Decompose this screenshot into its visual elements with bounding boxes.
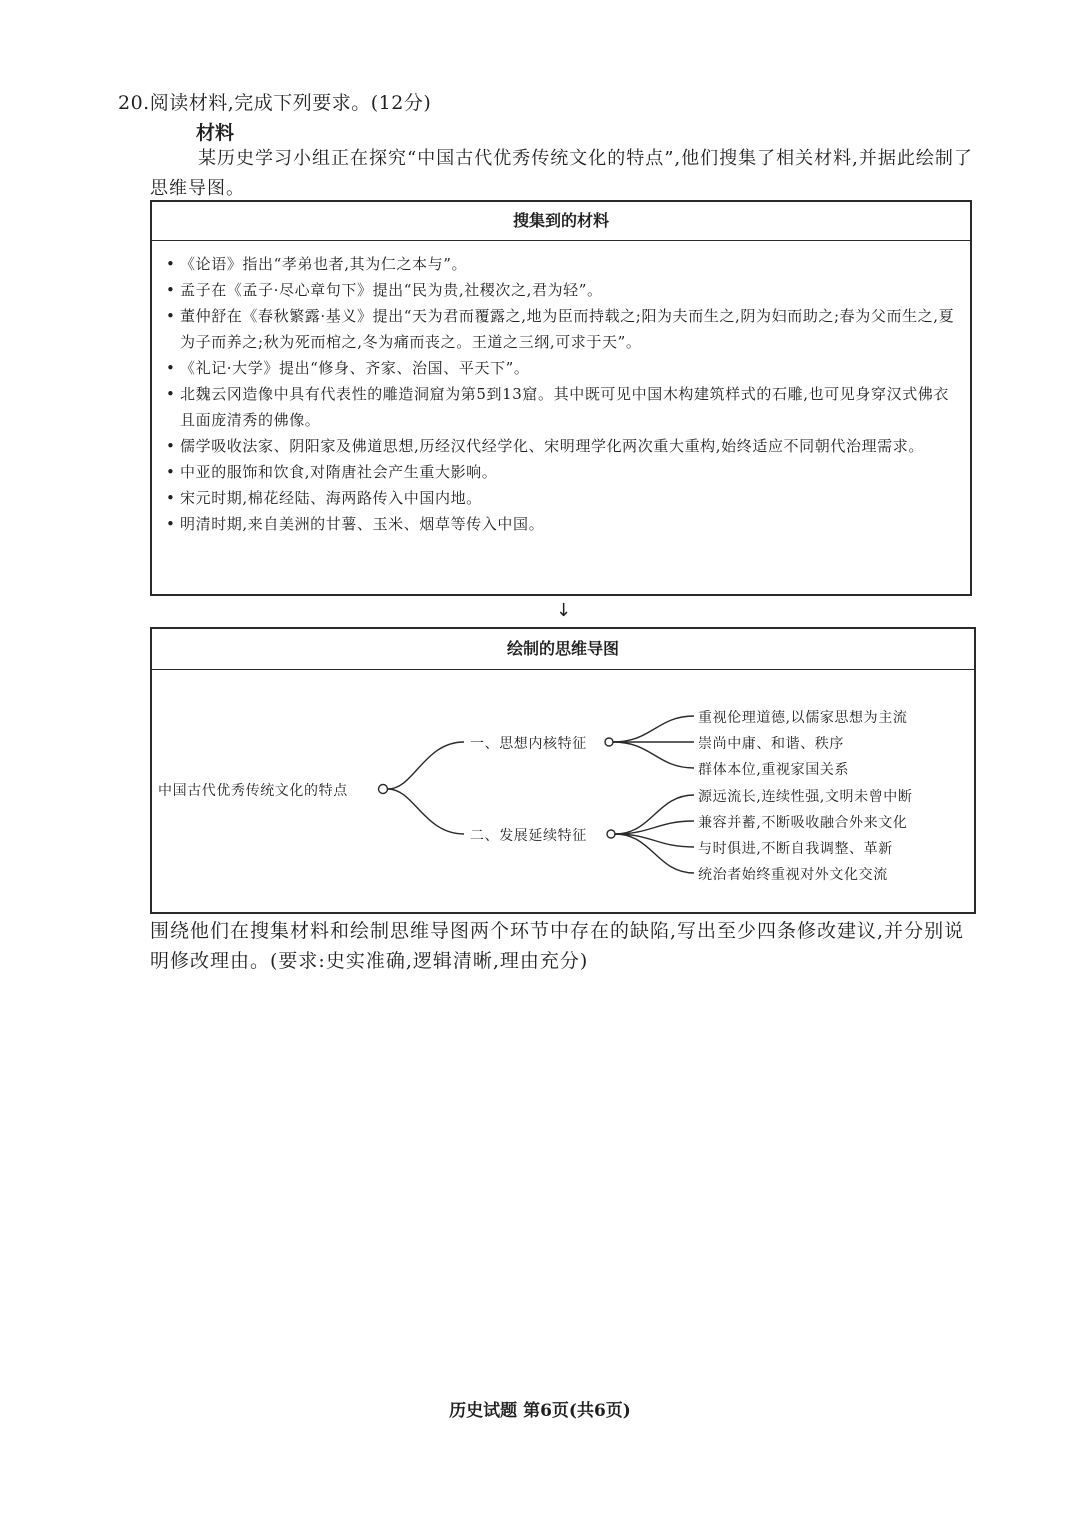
mindmap-box <box>150 627 976 914</box>
branch1-node-icon <box>605 738 613 746</box>
material-item: • 儒学吸收法家、阴阳家及佛道思想,历经汉代经学化、宋明理学化两次重大重构,始终适应不同朝代治理需求。 <box>164 433 960 459</box>
material-item: • 《论语》指出“孝弟也者,其为仁之本与”。 <box>164 251 960 277</box>
mindmap-leaf: 统治者始终重视对外文化交流 <box>698 867 888 883</box>
mindmap-branch2: 二、发展延续特征 <box>470 828 587 844</box>
mindmap-root: 中国古代优秀传统文化的特点 <box>158 783 348 799</box>
material-item: • 《礼记·大学》提出“修身、齐家、治国、平天下”。 <box>164 355 960 381</box>
connector-root-branch2 <box>388 789 464 834</box>
branch2-node-icon <box>607 830 615 838</box>
material-item: • 明清时期,来自美洲的甘薯、玉米、烟草等传入中国。 <box>164 511 960 537</box>
material-item: • 北魏云冈造像中具有代表性的雕造洞窟为第5到13窟。其中既可见中国木构建筑样式的石雕,也可见身穿汉式佛衣且面庞清秀的佛像。 <box>164 381 960 433</box>
connector-branch1-leaf <box>613 742 694 768</box>
task-instructions: 围绕他们在搜集材料和绘制思维导图两个环节中存在的缺陷,写出至少四条修改建议,并分别说明修改理由。(要求:史实准确,逻辑清晰,理由充分) <box>150 920 965 972</box>
mindmap-branch1: 一、思想内核特征 <box>470 736 587 752</box>
materials-heading: 搜集到的材料 <box>152 202 970 241</box>
connector-branch1-leaf <box>613 716 694 742</box>
question-title: 20.阅读材料,完成下列要求。(12分) <box>118 92 432 114</box>
root-node-icon <box>379 785 388 794</box>
page-footer: 历史试题 第6页(共6页) <box>449 1401 631 1421</box>
materials-box <box>150 200 972 596</box>
connector-root-branch1 <box>388 742 464 789</box>
down-arrow-icon: ↓ <box>556 600 572 621</box>
mindmap-leaf: 群体本位,重视家国关系 <box>698 762 850 778</box>
mindmap-leaf: 与时俱进,不断自我调整、革新 <box>698 841 893 857</box>
material-item: • 孟子在《孟子·尽心章句下》提出“民为贵,社稷次之,君为轻”。 <box>164 277 960 303</box>
material-label: 材料 <box>196 122 235 144</box>
material-item: • 董仲舒在《春秋繁露·基义》提出“天为君而覆露之,地为臣而持载之;阳为夫而生之,阴为妇而助之;春为父而生之,夏为子而养之;秋为死而棺之,冬为痛而丧之。王道之三纲,可求于天”。 <box>164 303 960 355</box>
mindmap-leaf: 重视伦理道德,以儒家思想为主流 <box>698 710 908 726</box>
mindmap-leaf: 兼容并蓄,不断吸收融合外来文化 <box>698 815 908 831</box>
mindmap-leaf: 崇尚中庸、和谐、秩序 <box>698 736 844 752</box>
material-item: • 中亚的服饰和饮食,对隋唐社会产生重大影响。 <box>164 459 960 485</box>
mindmap-leaf: 源远流长,连续性强,文明未曾中断 <box>698 789 913 805</box>
question-intro: 某历史学习小组正在探究“中国古代优秀传统文化的特点”,他们搜集了相关材料,并据此绘制了思维导图。 <box>150 148 973 199</box>
materials-list <box>152 241 970 537</box>
material-item: • 宋元时期,棉花经陆、海两路传入中国内地。 <box>164 485 960 511</box>
mindmap-heading: 绘制的思维导图 <box>152 629 974 670</box>
